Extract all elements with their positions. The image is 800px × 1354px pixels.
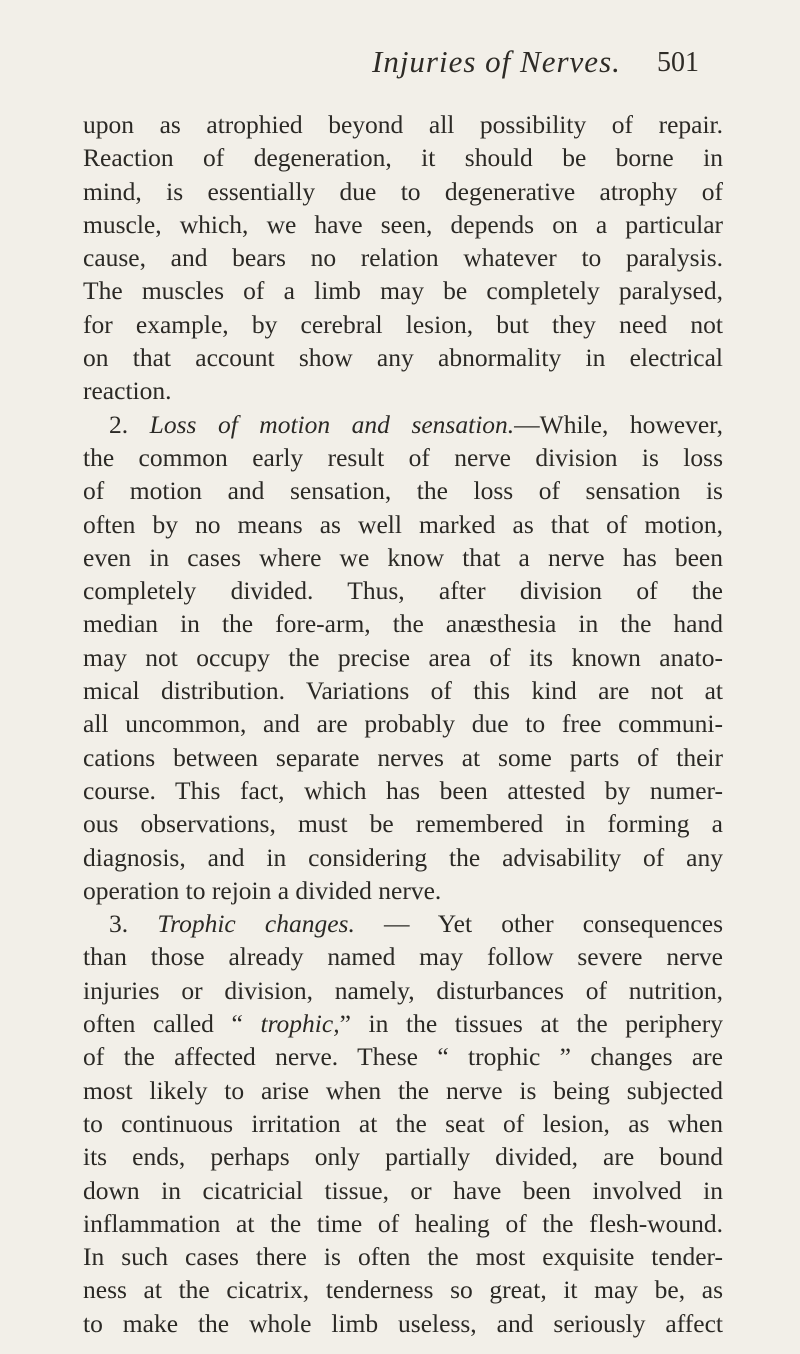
text-line: inflammation at the time of healing of the flesh-wound. (83, 1208, 723, 1238)
text-line: Reaction of degeneration, it should be borne in (83, 143, 723, 173)
text-line: often by no means as well marked as that of motion, (83, 509, 723, 539)
text-line: ness at the cicatrix, tenderness so great, it may be, as (83, 1275, 723, 1305)
text-line: ous observations, must be remembered in forming a (83, 809, 723, 839)
running-head: Injuries of Nerves. (372, 44, 621, 79)
text-line (83, 1007, 723, 1040)
text-line: median in the fore-arm, the anæsthesia in the hand (83, 609, 723, 639)
section-lead-text: —While, however, (514, 409, 724, 439)
text-line: mical distribution. Variations of this kind are not at (83, 676, 723, 706)
text-fragment: often called “ (83, 1009, 261, 1039)
text-line: diagnosis, and in considering the advisability of any (83, 842, 723, 872)
text-line: the common early result of nerve division is loss (83, 442, 723, 472)
text-line: all uncommon, and are probably due to free communi- (83, 709, 723, 739)
text-line: The muscles of a limb may be completely paralysed, (83, 276, 723, 306)
text-line: course. This fact, which has been attested by numer- (83, 775, 723, 805)
italic-term: trophic, (260, 1009, 340, 1039)
text-line: muscle, which, we have seen, depends on a particular (83, 209, 723, 239)
text-line: down in cicatricial tissue, or have been involved in (83, 1175, 723, 1205)
text-line: for example, by cerebral lesion, but they need not (83, 309, 723, 339)
text-line: to make the whole limb useless, and seriously affect (83, 1308, 723, 1338)
text-line: mind, is essentially due to degenerative atrophy of (83, 176, 723, 206)
text-line: injuries or division, namely, disturbances of nutrition, (83, 975, 723, 1005)
text-line: of the affected nerve. These “ trophic ” changes are (83, 1042, 723, 1072)
section-title: Trophic changes. (157, 909, 355, 939)
section-title: Loss of motion and sensation. (149, 409, 515, 439)
page-number: 501 (657, 47, 699, 78)
text-line: of motion and sensation, the loss of sensation is (83, 476, 723, 506)
text-line: reaction. (83, 376, 172, 406)
text-line: cause, and bears no relation whatever to paralysis. (83, 243, 723, 273)
section-number: 3. (109, 909, 158, 939)
text-line: may not occupy the precise area of its known anato- (83, 642, 723, 672)
section-lead-text: — Yet other consequences (354, 909, 723, 939)
text-line: even in cases where we know that a nerve has been (83, 542, 723, 572)
section-heading-line (83, 907, 723, 940)
text-line: completely divided. Thus, after division of the (83, 576, 723, 606)
text-line: cations between separate nerves at some parts of their (83, 742, 723, 772)
text-line: to continuous irritation at the seat of lesion, as when (83, 1108, 723, 1138)
text-line: upon as atrophied beyond all possibility of repair. (83, 110, 723, 139)
text-line: its ends, perhaps only partially divided, are bound (83, 1142, 723, 1172)
text-line: most likely to arise when the nerve is being subjected (83, 1075, 723, 1105)
section-number: 2. (109, 409, 150, 439)
text-line: than those already named may follow severe nerve (83, 942, 723, 972)
text-line: on that account show any abnormality in electrical (83, 343, 723, 373)
text-line: operation to rejoin a divided nerve. (83, 875, 442, 905)
body-text (83, 108, 723, 1340)
text-fragment: ” in the tissues at the periphery (339, 1009, 723, 1039)
section-heading-line (83, 408, 723, 441)
text-line: In such cases there is often the most exquisite tender- (83, 1242, 723, 1272)
